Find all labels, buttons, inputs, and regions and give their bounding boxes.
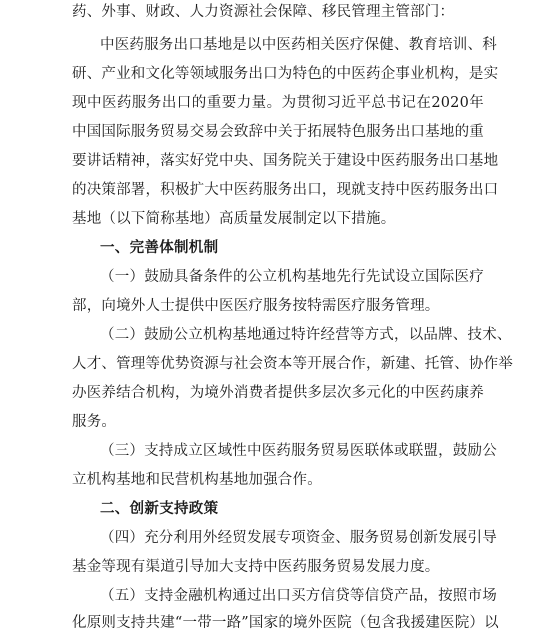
- text-line: 部，向境外人士提供中医医疗服务按特需医疗服务管理。: [72, 298, 440, 314]
- text-line: 基金等现有渠道引导加大支持中医药服务贸易发展力度。: [72, 559, 440, 575]
- text-line: 的决策部署，积极扩大中医药服务出口，现就支持中医药服务出口: [72, 182, 499, 198]
- paragraph-first-line: 中医药服务出口基地是以中医药相关医疗保健、教育培训、科: [100, 37, 497, 53]
- text-line: 现中医药服务出口的重要力量。为贯彻习近平总书记在2020年: [72, 95, 484, 111]
- paragraph-first-line: （二）鼓励公立机构基地通过特许经营等方式，以品牌、技术、: [100, 327, 512, 343]
- text-line: 中国国际服务贸易交易会致辞中关于拓展特色服务出口基地的重: [72, 124, 484, 140]
- section-heading-2: 二、创新支持政策: [100, 501, 219, 517]
- text-line: 化原则支持共建“一带一路”国家的境外医院（包含我援建医院）以: [72, 615, 499, 631]
- paragraph-first-line: （三）支持成立区域性中医药服务贸易医联体或联盟，鼓励公: [100, 443, 497, 459]
- text-line: 研、产业和文化等领域服务出口为特色的中医药企事业机构，是实: [72, 66, 499, 82]
- paragraph-first-line: （四）充分利用外经贸发展专项资金、服务贸易创新发展引导: [100, 530, 497, 546]
- paragraph-first-line: （五）支持金融机构通过出口买方信贷等信贷产品，按照市场: [100, 588, 497, 604]
- text-line: 立机构基地和民营机构基地加强合作。: [72, 472, 322, 488]
- text-line: 药、外事、财政、人力资源社会保障、移民管理主管部门：: [72, 4, 455, 20]
- text-line: 办医养结合机构，为境外消费者提供多层次多元化的中医药康养: [72, 385, 484, 401]
- text-line: 要讲话精神，落实好党中央、国务院关于建设中医药服务出口基地: [72, 153, 499, 169]
- paragraph-first-line: （一）鼓励具备条件的公立机构基地先行先试设立国际医疗: [100, 269, 484, 285]
- text-line: 基地（以下简称基地）高质量发展制定以下措施。: [72, 211, 396, 227]
- text-line: 人才、管理等优势资源与社会资本等开展合作，新建、托管、协作举: [72, 356, 513, 372]
- text-line: 服务。: [72, 414, 117, 430]
- section-heading-1: 一、完善体制机制: [100, 240, 219, 256]
